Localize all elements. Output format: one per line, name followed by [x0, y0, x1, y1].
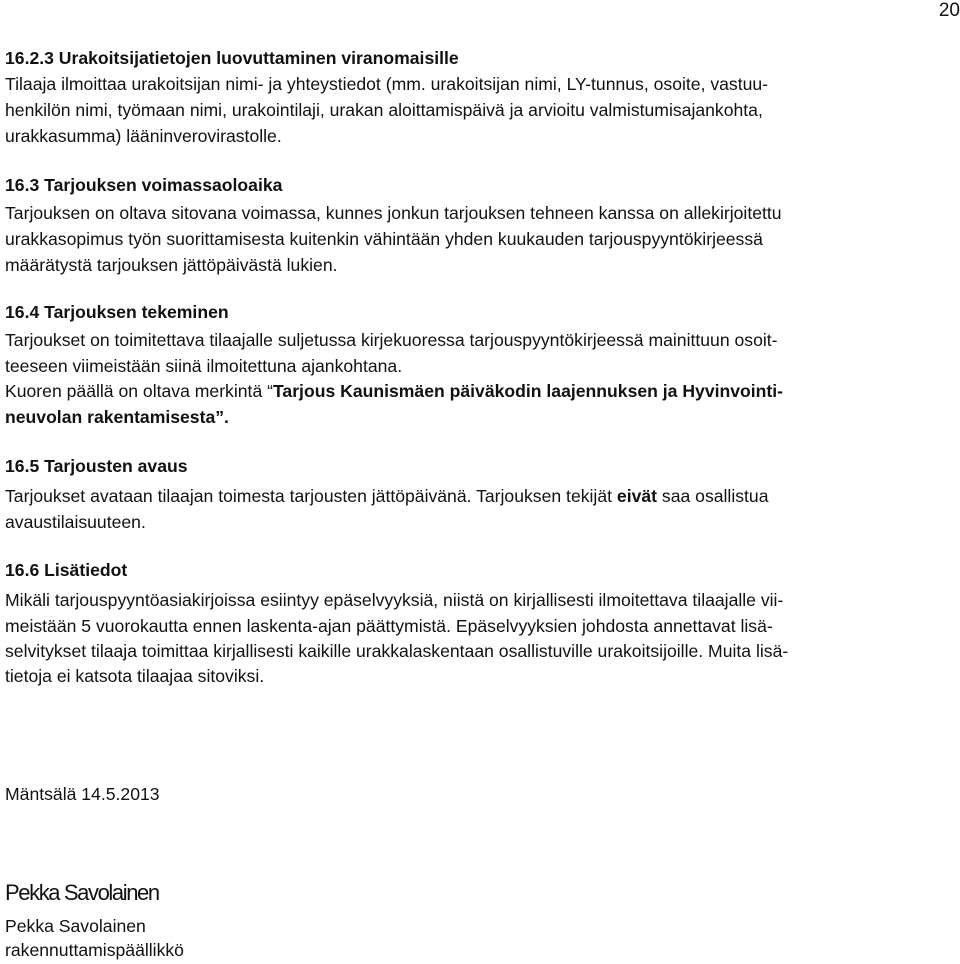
signer-name: Pekka Savolainen	[5, 916, 146, 936]
section-heading-16-6: 16.6 Lisätiedot	[5, 560, 128, 580]
envelope-prefix: Kuoren päällä on oltava merkintä “	[5, 381, 273, 401]
envelope-marking-text: Tarjous Kaunismäen päiväkodin laajennuksen ja Hyvinvointi-	[272, 381, 784, 401]
section-heading-16-2-3: 16.2.3 Urakoitsijatietojen luovuttaminen viranomaisille	[5, 48, 459, 68]
paragraph-line: Tilaaja ilmoittaa urakoitsijan nimi- ja yhteystiedot (mm. urakoitsijan nimi, LY-tunnus, osoite, vastuu-	[5, 74, 769, 94]
page-number: 20	[938, 0, 960, 21]
paragraph-line: määrätystä tarjouksen jättöpäivästä lukien.	[5, 255, 338, 275]
envelope-marking-line	[5, 380, 783, 402]
paragraph-line: urakkasumma) lääninverovirastolle.	[5, 126, 282, 146]
opening-text-end: saa osallistua	[657, 486, 769, 506]
paragraph-line	[5, 485, 769, 507]
section-heading-16-5: 16.5 Tarjousten avaus	[5, 456, 188, 476]
envelope-suffix: ”.	[215, 407, 229, 427]
paragraph-line: henkilön nimi, työmaan nimi, urakointilaji, urakan aloittamispäivä ja arvioitu valmistumisajankohta,	[5, 100, 763, 120]
envelope-marking-text-2: neuvolan rakentamisesta	[5, 407, 216, 427]
signer-title: rakennuttamispäällikkö	[5, 940, 184, 960]
section-heading-16-3: 16.3 Tarjouksen voimassaoloaika	[5, 175, 283, 195]
section-heading-16-4: 16.4 Tarjouksen tekeminen	[5, 302, 229, 322]
envelope-marking-line	[5, 406, 229, 428]
emphasis-text: eivät	[616, 486, 658, 506]
place-date: Mäntsälä 14.5.2013	[5, 784, 160, 804]
paragraph-line: Tarjouksen on oltava sitovana voimassa, kunnes jonkun tarjouksen tehneen kanssa on allekirjoitettu	[5, 203, 782, 223]
paragraph-line: tietoja ei katsota tilaajaa sitoviksi.	[5, 666, 265, 686]
paragraph-line: teeseen viimeistään siinä ilmoitettuna ajankohtana.	[5, 356, 403, 376]
paragraph-line: meistään 5 vuorokautta ennen laskenta-ajan päättymistä. Epäselvyyksien johdosta annettavat lisä-	[5, 616, 773, 636]
paragraph-line: Mikäli tarjouspyyntöasiakirjoissa esiintyy epäselvyyksiä, niistä on kirjallisesti ilmoitettava tilaajalle vii-	[5, 590, 784, 610]
paragraph-line: Tarjoukset on toimitettava tilaajalle suljetussa kirjekuoressa tarjouspyyntökirjeessä mainittuun osoit-	[5, 330, 778, 350]
paragraph-line: avaustilaisuuteen.	[5, 512, 146, 532]
paragraph-line: urakkasopimus työn suorittamisesta kuitenkin vähintään yhden kuukauden tarjouspyyntökirjeessä	[5, 229, 763, 249]
paragraph-line: selvitykset tilaaja toimittaa kirjallisesti kaikille urakkalaskentaan osallistuville urakoitsijoille. Muita lisä-	[5, 641, 789, 661]
opening-text: Tarjoukset avataan tilaajan toimesta tarjousten jättöpäivänä. Tarjouksen tekijät	[5, 486, 617, 506]
signature: Pekka Savolainen	[5, 880, 159, 905]
